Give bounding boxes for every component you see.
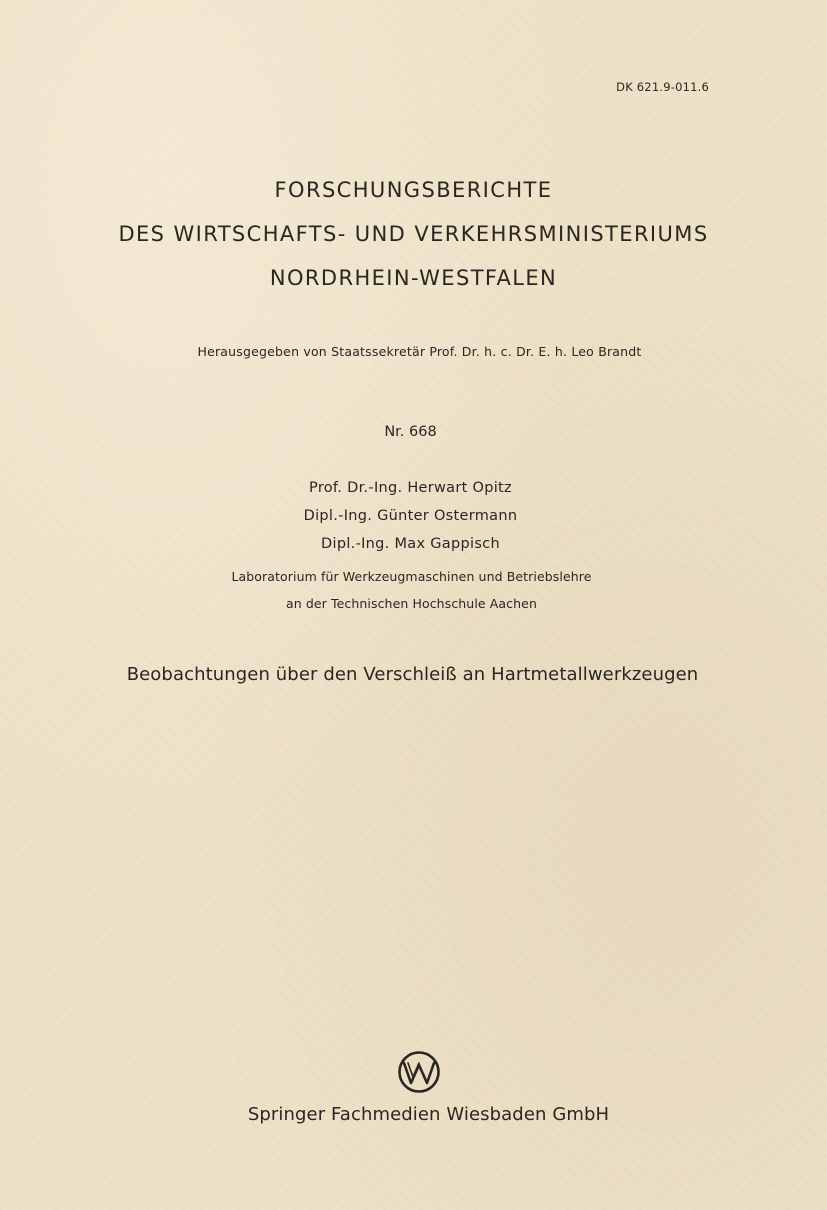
publisher-logo-icon bbox=[397, 1050, 441, 1094]
report-number: Nr. 668 bbox=[384, 424, 437, 440]
institution-line-2: an der Technischen Hochschule Aachen bbox=[285, 596, 537, 611]
series-title-line-2: DES WIRTSCHAFTS- UND VERKEHRSMINISTERIUMS bbox=[118, 222, 709, 246]
institution-line-1: Laboratorium für Werkzeugmaschinen und Betriebslehre bbox=[231, 569, 592, 584]
editor-line: Herausgegeben von Staatssekretär Prof. Dr. h. c. Dr. E. h. Leo Brandt bbox=[197, 344, 642, 359]
author-2: Dipl.-Ing. Günter Ostermann bbox=[303, 508, 518, 524]
book-title: Beobachtungen über den Verschleiß an Hartmetallwerkzeugen bbox=[126, 664, 699, 685]
publisher-name: Springer Fachmedien Wiesbaden GmbH bbox=[247, 1104, 610, 1125]
author-1: Prof. Dr.-Ing. Herwart Opitz bbox=[309, 480, 512, 496]
series-title-line-1: FORSCHUNGSBERICHTE bbox=[274, 178, 553, 202]
author-3: Dipl.-Ing. Max Gappisch bbox=[321, 536, 500, 552]
series-title-line-3: NORDRHEIN-WESTFALEN bbox=[269, 266, 558, 290]
dk-classification: DK 621.9-011.6 bbox=[616, 80, 709, 94]
